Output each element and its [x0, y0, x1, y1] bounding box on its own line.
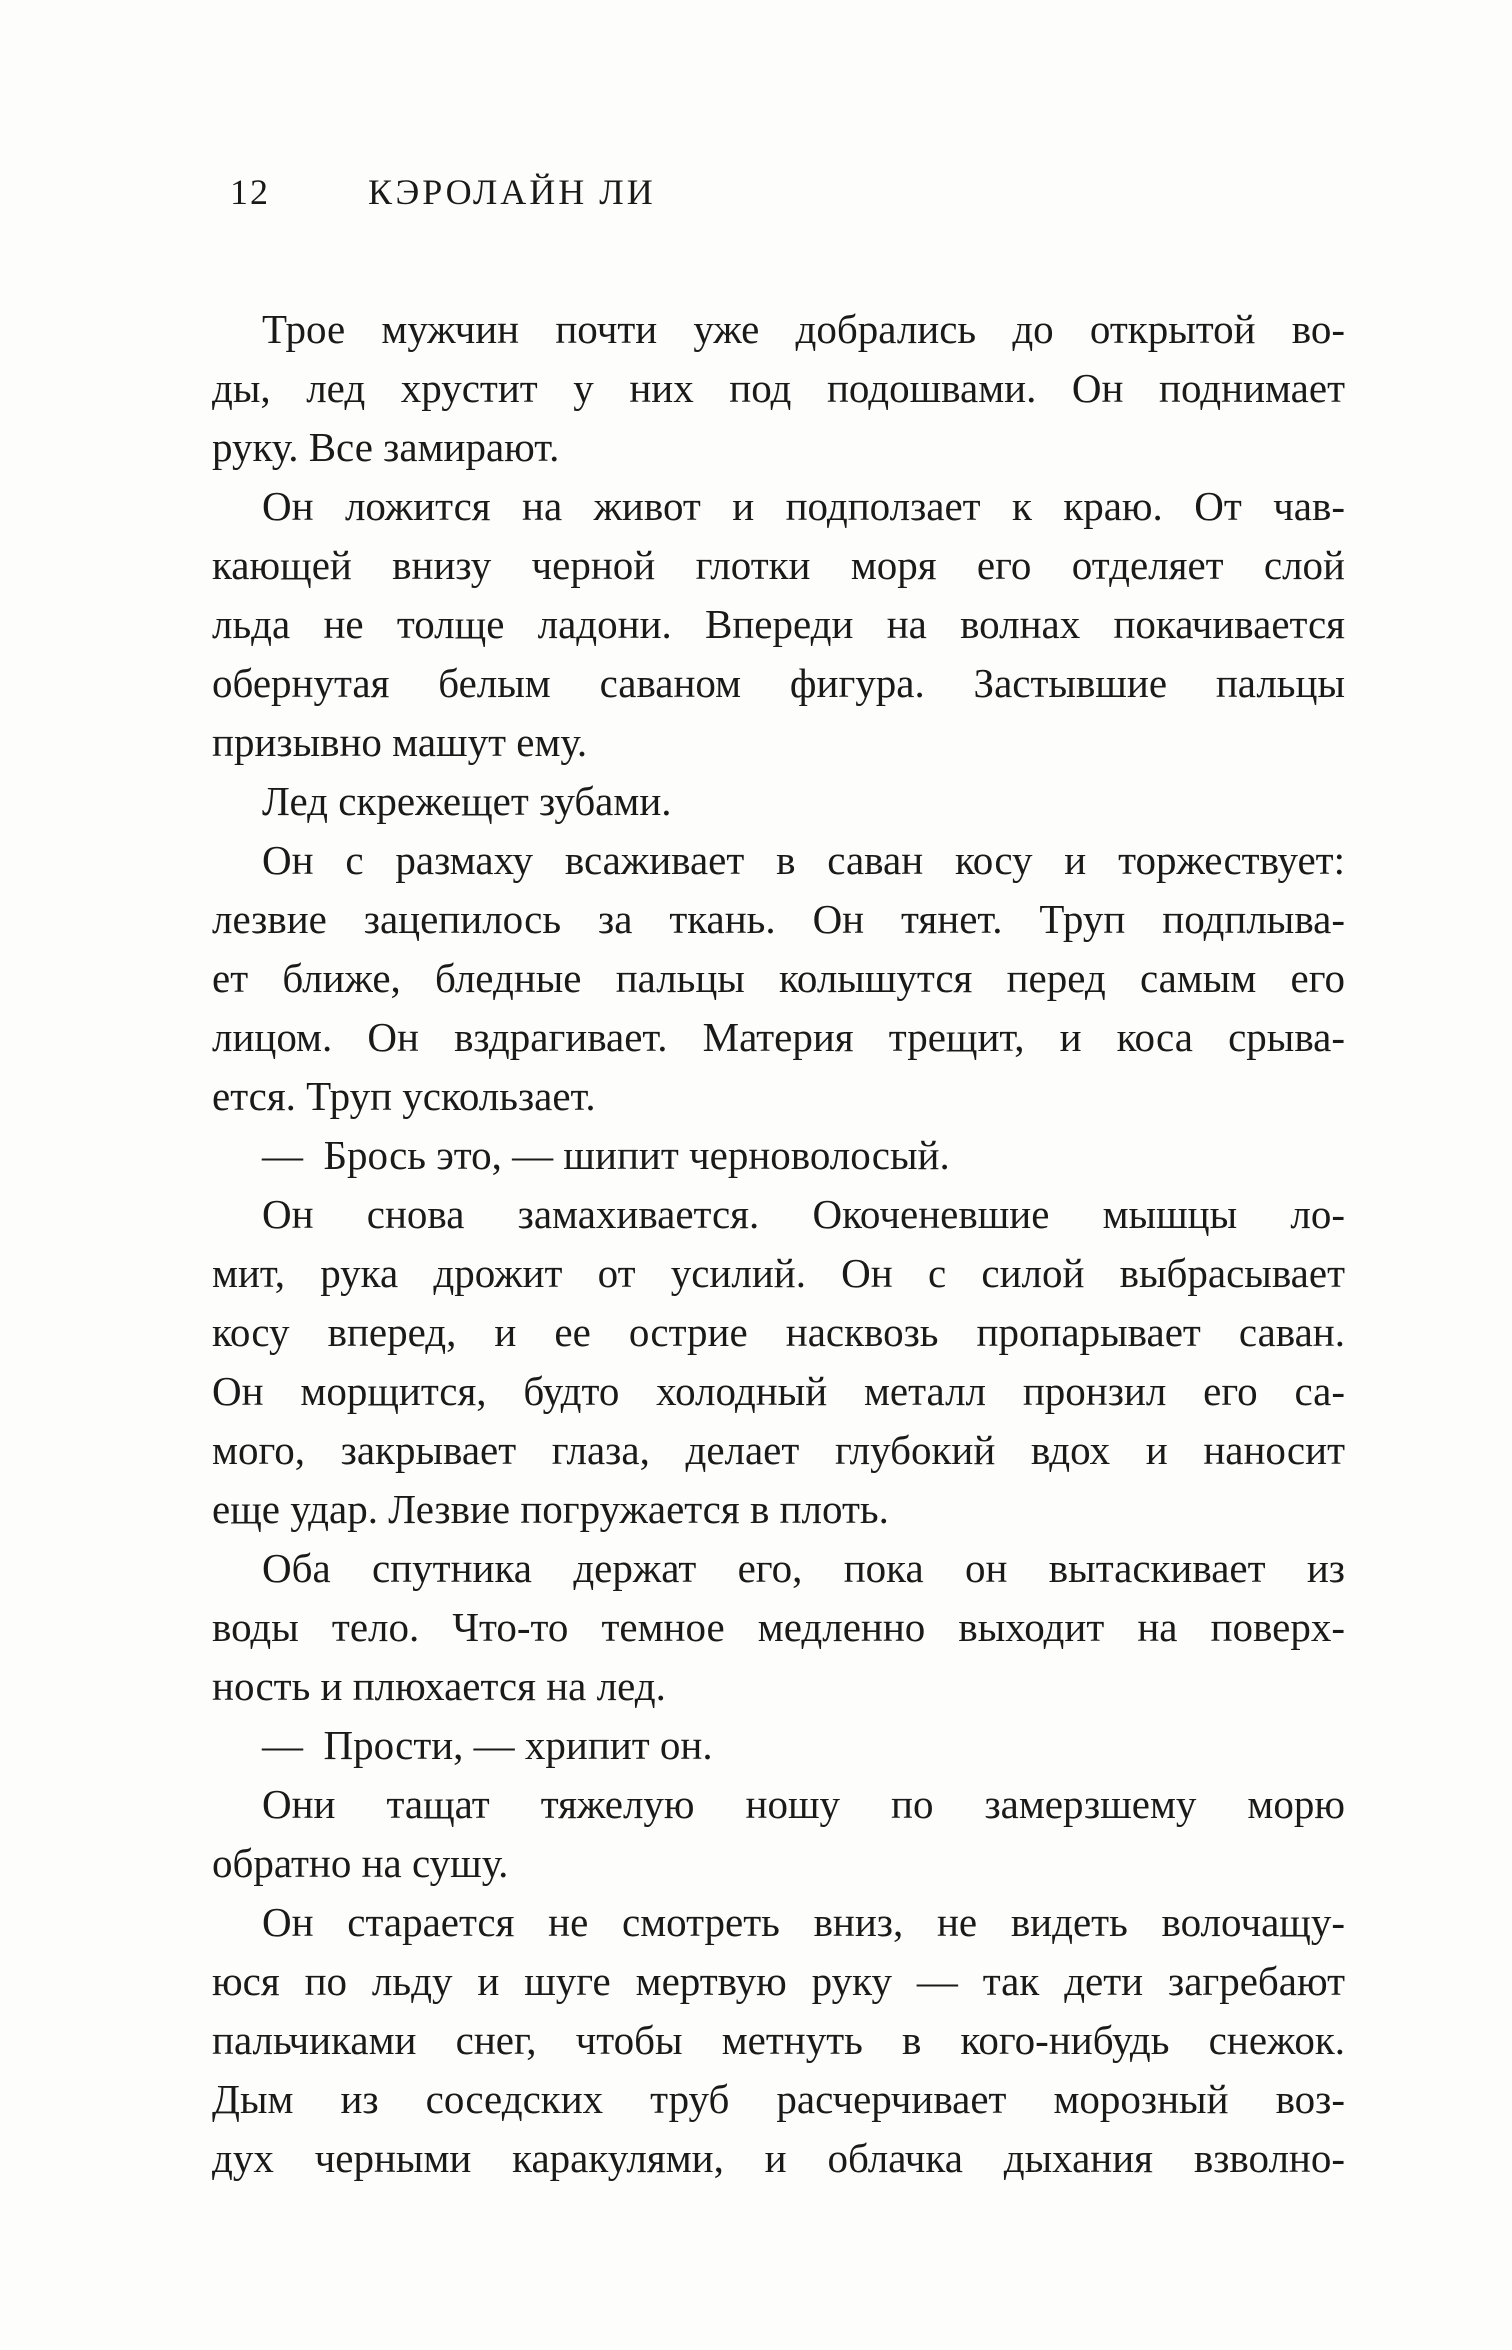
text-line: Они тащат тяжелую ношу по замерзшему морю [262, 1781, 1345, 1827]
text-body [212, 300, 1345, 2188]
text-line: юся по льду и шуге мертвую руку — так дети загребают [212, 1958, 1345, 2004]
text-line: пальчиками снег, чтобы метнуть в кого-нибудь снежок. [212, 2017, 1345, 2063]
text-line: Дым из соседских труб расчерчивает морозный воз- [212, 2076, 1345, 2122]
text-line: лицом. Он вздрагивает. Материя трещит, и коса срыва- [212, 1014, 1345, 1060]
text-line: ет ближе, бледные пальцы колышутся перед самым его [212, 955, 1345, 1001]
text-line: Лед скрежещет зубами. [262, 778, 672, 824]
text-line: мит, рука дрожит от усилий. Он с силой выбрасывает [212, 1250, 1345, 1296]
text-line: — Брось это, — шипит черноволосый. [262, 1132, 950, 1178]
text-line: воды тело. Что-то темное медленно выходит на поверх- [212, 1604, 1345, 1650]
text-line: косу вперед, и ее острие насквозь пропарывает саван. [212, 1309, 1345, 1355]
text-line: ность и плюхается на лед. [212, 1663, 666, 1709]
text-line: Он ложится на живот и подползает к краю. От чав- [262, 483, 1345, 529]
text-line: лезвие зацепилось за ткань. Он тянет. Труп подплыва- [212, 896, 1345, 942]
text-line: руку. Все замирают. [212, 424, 560, 470]
text-line: дух черными каракулями, и облачка дыхания взволно- [212, 2135, 1345, 2181]
text-line: льда не толще ладони. Впереди на волнах покачивается [212, 601, 1345, 647]
text-line: призывно машут ему. [212, 719, 588, 765]
text-line: обернутая белым саваном фигура. Застывшие пальцы [212, 660, 1345, 706]
text-line: Он старается не смотреть вниз, не видеть волочащу- [262, 1899, 1345, 1945]
text-line: Он снова замахивается. Окоченевшие мышцы ло- [262, 1191, 1345, 1237]
text-line: мого, закрывает глаза, делает глубокий вдох и наносит [212, 1427, 1345, 1473]
text-line: ется. Труп ускользает. [212, 1073, 596, 1119]
text-line: кающей внизу черной глотки моря его отделяет слой [212, 542, 1345, 588]
text-line: Трое мужчин почти уже добрались до открытой во- [262, 306, 1345, 352]
text-line: еще удар. Лезвие погружается в плоть. [212, 1486, 889, 1532]
text-line: Он с размаху всаживает в саван косу и торжествует: [262, 837, 1345, 883]
running-header [212, 170, 656, 214]
text-line: — Прости, — хрипит он. [262, 1722, 713, 1768]
text-line: ды, лед хрустит у них под подошвами. Он поднимает [212, 365, 1345, 411]
text-line: Оба спутника держат его, пока он вытаскивает из [262, 1545, 1345, 1591]
page-number: 12 [230, 172, 270, 212]
text-line: обратно на сушу. [212, 1840, 509, 1886]
text-line: Он морщится, будто холодный металл пронзил его са- [212, 1368, 1345, 1414]
running-head-author: КЭРОЛАЙН ЛИ [368, 172, 656, 212]
